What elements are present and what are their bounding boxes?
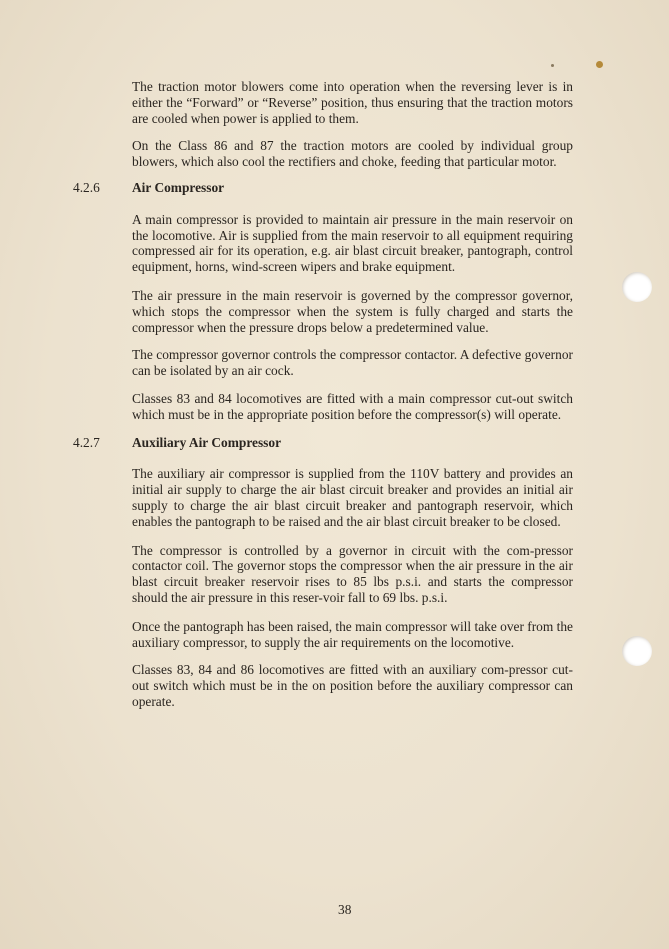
- paragraph: The compressor is controlled by a governor in circuit with the com-pressor contactor coil. The governor stops the compressor when the air pressure in the air blast circuit breaker reservoir rises to 85 lbs p.s.i. and starts the compressor should the air pressure in this reser-voir fall to 69 lbs. p.s.i.: [132, 542, 573, 605]
- section-heading: Air Compressor: [132, 179, 225, 195]
- section-number: 4.2.7: [73, 434, 100, 450]
- paper-speck: [596, 61, 603, 68]
- paragraph: The traction motor blowers come into operation when the reversing lever is in either the “Forward” or “Reverse” position, thus ensuring that the traction motors are cooled when power is applied to them.: [132, 79, 573, 126]
- paragraph: The auxiliary air compressor is supplied from the 110V battery and provides an initial air supply to charge the air blast circuit breaker and provides an initial air supply to charge the air blast circuit breaker and pantograph reservoir, which enables the pantograph to be raised and the air blast circuit breaker to be closed.: [132, 466, 573, 529]
- section-heading: Auxiliary Air Compressor: [132, 434, 282, 450]
- paragraph: Once the pantograph has been raised, the main compressor will take over from the auxiliary compressor, to supply the air requirements on the locomotive.: [132, 618, 573, 650]
- binder-hole-top: [622, 272, 652, 302]
- paragraph: A main compressor is provided to maintain air pressure in the main reservoir on the locomotive. Air is supplied from the main reservoir to all equipment requiring compressed air for its operation, e.g. air blast circuit breaker, pantograph, control equipment, horns, wind-screen wipers and brake equipment.: [132, 211, 573, 275]
- page-number: 38: [338, 902, 352, 917]
- body-text: [73, 79, 573, 722]
- paragraph: The air pressure in the main reservoir is governed by the compressor governor, which stops the compressor when the system is fully charged and starts the compressor when the pressure drops below a predetermined value.: [132, 287, 573, 335]
- section-auxiliary-air-compressor: [73, 434, 573, 710]
- paragraph: Classes 83, 84 and 86 locomotives are fitted with an auxiliary com-pressor cut-out switch which must be in the on position before the auxiliary compressor can operate.: [132, 662, 573, 709]
- binder-hole-bottom: [622, 636, 652, 666]
- paragraph: On the Class 86 and 87 the traction motors are cooled by individual group blowers, which also cool the rectifiers and choke, feeding that particular motor.: [132, 138, 573, 170]
- paper-speck: [551, 64, 554, 67]
- paragraph: Classes 83 and 84 locomotives are fitted with a main compressor cut-out switch which must be in the appropriate position before the compressor(s) will operate.: [132, 390, 573, 422]
- paragraph: The compressor governor controls the compressor contactor. A defective governor can be isolated by an air cock.: [132, 347, 573, 379]
- section-air-compressor: [73, 179, 573, 423]
- section-number: 4.2.6: [73, 179, 100, 195]
